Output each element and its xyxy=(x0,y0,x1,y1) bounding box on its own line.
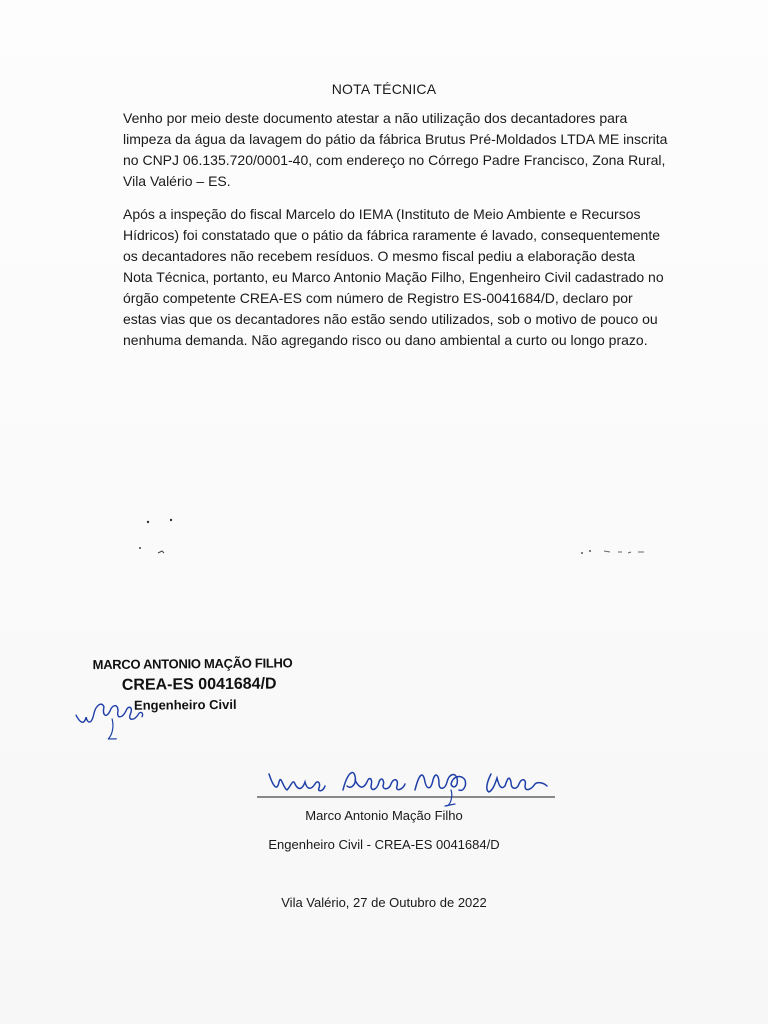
stamp-role: Engenheiro Civil xyxy=(133,696,237,713)
engineer-stamp xyxy=(88,651,349,763)
document-body xyxy=(123,108,668,363)
document-title: NOTA TÉCNICA xyxy=(331,81,437,97)
stamp-name: MARCO ANTONIO MAÇÃO FILHO xyxy=(92,655,293,673)
signatory-role: Engenheiro Civil - CREA-ES 0041684/D xyxy=(268,837,500,852)
paragraph-2: Após a inspeção do fiscal Marcelo do IEMA (Instituto de Meio Ambiente e Recursos Hídricos) foi constatado que o pátio da fábrica raramente é lavado, consequentemente os decantadores não recebem resíduos. O mesmo fiscal pediu a elaboração desta Nota Técnica, portanto, eu Marco Antonio Mação Filho, Engenheiro Civil cadastrado no órgão competente CREA-ES com número de Registro ES-0041684/D, declaro por estas vias que os decantadores não estão sendo utilizados, sob o motivo de pouco ou nenhuma demanda. Não agregando risco ou dano ambiental a curto ou longo prazo. xyxy=(123,206,664,348)
signatory-name: Marco Antonio Mação Filho xyxy=(305,808,463,823)
initials-signature-icon xyxy=(72,692,162,748)
paragraph-1: Venho por meio deste documento atestar a não utilização dos decantadores para limpeza da água da lavagem do pátio da fábrica Brutus Pré-Moldados LTDA ME inscrita no CNPJ 06.135.720/0001-40, com endereço no Córrego Padre Francisco, Zona Rural, Vila Valério – ES. xyxy=(123,110,668,189)
handwritten-signature-icon xyxy=(255,760,565,810)
signature-block xyxy=(255,760,565,810)
stamp-registration: CREA-ES 0041684/D xyxy=(121,675,277,694)
place-and-date: Vila Valério, 27 de Outubro de 2022 xyxy=(281,895,487,910)
